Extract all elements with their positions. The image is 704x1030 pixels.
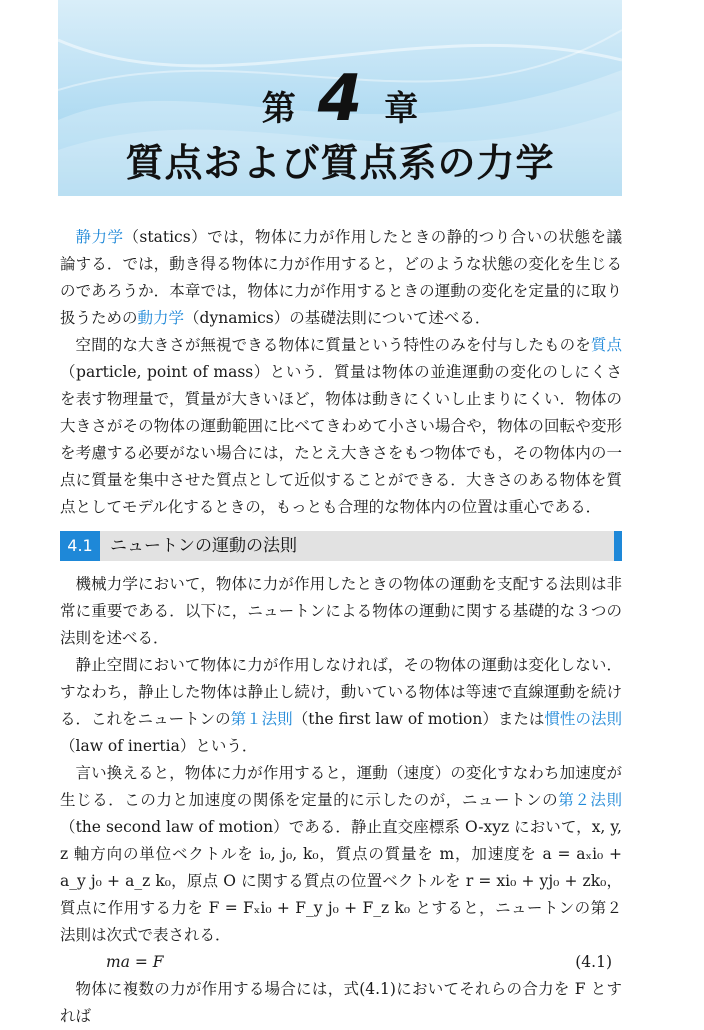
chapter-heading — [58, 62, 622, 136]
body-paragraph-4 — [60, 976, 622, 1030]
key-term: 第１法則 — [230, 710, 293, 728]
key-term: 静力学 — [75, 228, 124, 246]
text-run: 空間的な大きさが無視できる物体に質量という特性のみを付与したものを — [75, 336, 591, 354]
text-run: 機械力学において，物体に力が作用したときの物体の運動を支配する法則は非常に重要である．以下に，ニュートンによる物体の運動に関する基礎的な３つの法則を述べる． — [60, 575, 622, 647]
chapter-banner — [58, 0, 622, 196]
section-title: ニュートンの運動の法則 — [110, 536, 297, 556]
key-term: 動力学 — [137, 309, 185, 327]
key-term: 質点 — [590, 336, 622, 354]
equation-4-1 — [60, 949, 622, 976]
text-run: 物体に複数の力が作用する場合には，式(4.1)においてそれらの合力を F とすれば — [60, 980, 622, 1025]
intro-paragraph-2 — [60, 332, 622, 521]
text-run: （the first law of motion）または — [292, 710, 545, 728]
text-run: （particle, point of mass）という．質量は物体の並進運動の変化のしにくさを表す物理量で，質量が大きいほど，物体は動きにくいし止まりにくい．物体の大きさがその物体の運動範囲に比べてきわめて小さい場合や，物体の回転や変形を考慮する必要がない場合には，たとえ大きさをもつ物体でも，その物体内の一点に質量を集中させた質点として近似することができる．大きさのある物体を質点としてモデル化するときの，もっとも合理的な物体内の位置は重心である． — [60, 363, 622, 516]
text-run: （law of inertia）という． — [60, 737, 258, 755]
equation-expression: ma = F — [106, 953, 164, 971]
text-run: （statics）では，物体に力が作用したときの静的つり合いの状態を議論する．では，動き得る物体に力が作用すると，どのような状態の変化を生じるのであろうか．本章では，物体に力が作用するときの運動の変化を定量的に取り扱うための — [60, 228, 622, 327]
chapter-number: 4 — [317, 62, 363, 136]
section-heading — [60, 531, 622, 561]
text-run: （dynamics）の基礎法則について述べる． — [184, 309, 491, 327]
text-run: 静止空間において物体に力が作用しなければ，その物体の運動は変化しない．すなわち，静止した物体は静止し続け，動いている物体は等速で直線運動を続ける．これをニュートンの — [60, 656, 622, 728]
equation-number: (4.1) — [575, 953, 612, 971]
chapter-prefix: 第 — [261, 89, 296, 129]
body-paragraph-1 — [60, 571, 622, 652]
chapter-suffix: 章 — [384, 89, 419, 129]
body-paragraph-3 — [60, 760, 622, 949]
key-term: 第２法則 — [558, 791, 622, 809]
key-term: 慣性の法則 — [544, 710, 622, 728]
text-run: （the second law of motion）である．静止直交座標系 O-xyz において，x, y, z 軸方向の単位ベクトルを i₀, j₀, k₀，質点の質量を m，加速度を a = aₓi₀ + a_y j₀ + a_z k₀，原点 O に関する質点の位置ベクトルを r = xi₀ + yj₀ + zk₀，質点に作用する力を F = Fₓi₀ + F_y j₀ + F_z k₀ とすると，ニュートンの第２法則は次式で表される． — [60, 818, 622, 944]
section-accent-bar — [614, 531, 622, 561]
chapter-title: 質点および質点系の力学 — [125, 141, 555, 185]
intro-paragraph-1 — [60, 224, 622, 332]
text-run: 言い換えると，物体に力が作用すると，運動（速度）の変化すなわち加速度が生じる．この力と加速度の関係を定量的に示したのが，ニュートンの — [60, 764, 622, 809]
body-paragraph-2 — [60, 652, 622, 760]
section-number: 4.1 — [60, 531, 100, 561]
page-content — [60, 224, 622, 1030]
